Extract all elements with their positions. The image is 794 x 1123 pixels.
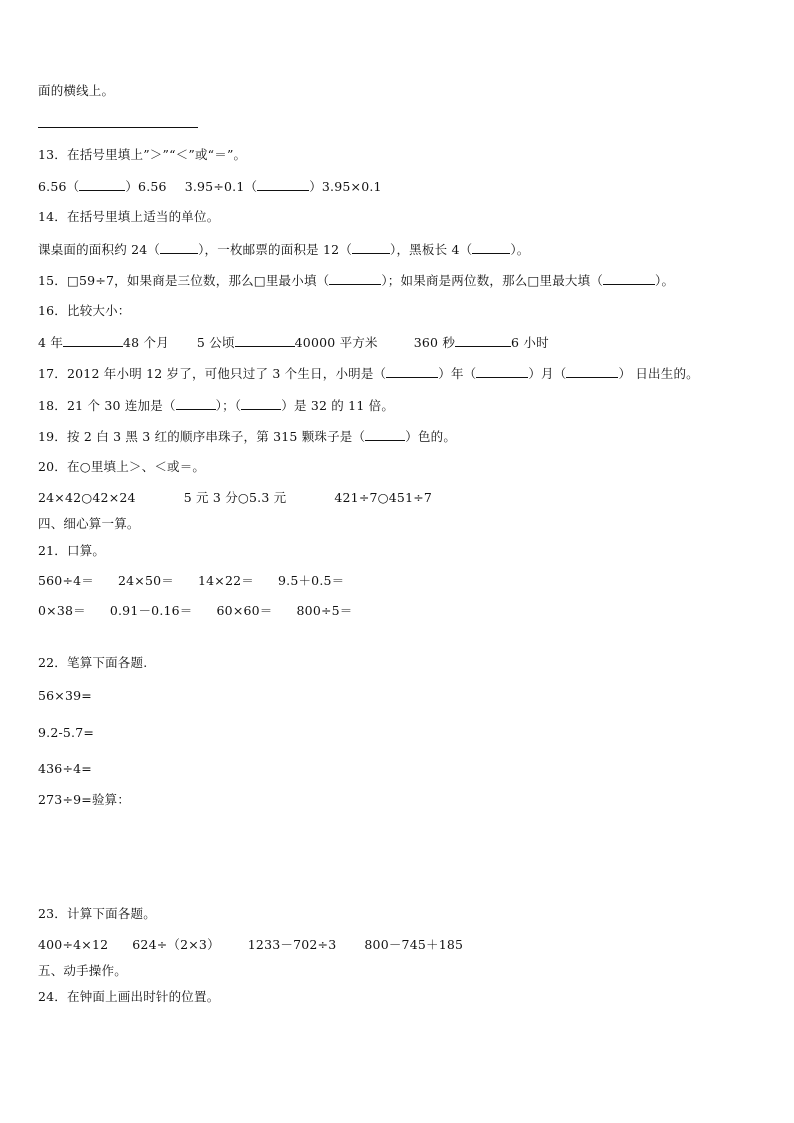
q19-blank-1[interactable] — [365, 428, 405, 441]
q14-items — [38, 241, 529, 258]
written-calc-item: 56×39= — [38, 688, 92, 703]
calc-item: 624÷（2×3） — [132, 937, 220, 952]
oral-calc-item: 0.91－0.16＝ — [109, 603, 193, 618]
q23-title: 23．计算下面各题。 — [38, 906, 156, 921]
q20-item-a: 24×42○42×24 — [38, 490, 136, 505]
written-calc-item: 273÷9=验算： — [38, 792, 131, 807]
q17-part-2: ）年（ — [438, 366, 477, 381]
oral-calc-item: 24×50＝ — [118, 573, 174, 588]
q13-blank-2[interactable] — [257, 178, 309, 191]
q17-part-3: ）月（ — [528, 366, 567, 381]
q18-part-1: 18．21 个 30 连加是（ — [38, 398, 176, 413]
q23-items — [38, 937, 463, 953]
calc-item: 800－745＋185 — [364, 937, 464, 952]
oral-calc-item: 560÷4＝ — [38, 573, 94, 588]
q14-part-2: ），一枚邮票的面积是 12（ — [198, 242, 353, 257]
q22-title: 22．笔算下面各题. — [38, 655, 148, 670]
calc-item: 400÷4×12 — [38, 937, 109, 952]
q16-b-right: 40000 平方米 — [294, 335, 378, 350]
q14-part-1: 课桌面的面积约 24（ — [38, 242, 161, 257]
q15-blank-2[interactable] — [603, 272, 655, 285]
question-12-tail: 面的横线上。 — [38, 83, 115, 98]
q15-part-3: ）。 — [655, 273, 675, 288]
oral-calc-item: 0×38＝ — [38, 603, 86, 618]
q16-blank-1[interactable] — [63, 334, 123, 347]
q17-part-1: 17．2012 年小明 12 岁了，可他只过了 3 个生日，小明是（ — [38, 366, 387, 381]
oral-calc-item: 800÷5＝ — [296, 603, 353, 618]
q14-blank-3[interactable] — [472, 241, 510, 254]
q13-title: 13．在括号里填上”＞”“＜”或“＝”。 — [38, 147, 247, 162]
q15-part-2: ）；如果商是两位数，那么□里最大填（ — [381, 273, 604, 288]
q13-blank-1[interactable] — [79, 178, 125, 191]
written-calc-item: 436÷4= — [38, 761, 92, 776]
oral-calc-item: 9.5＋0.5＝ — [278, 573, 345, 588]
q20-item-c: 421÷7○451÷7 — [334, 490, 433, 505]
q15-blank-1[interactable] — [329, 272, 381, 285]
oral-calc-item: 60×60＝ — [216, 603, 273, 618]
q14-title: 14．在括号里填上适当的单位。 — [38, 209, 220, 224]
q17-blank-2[interactable] — [476, 365, 528, 378]
q13-a-left: 6.56（ — [38, 179, 80, 194]
q16-b-left: 5 公顷 — [196, 335, 235, 350]
q13-b-right: ）3.95×0.1 — [309, 179, 382, 194]
q18-part-2: ）；（ — [215, 398, 242, 413]
q19-question — [38, 428, 456, 445]
q18-blank-2[interactable] — [241, 397, 281, 410]
q21-row-1 — [38, 573, 344, 589]
written-calc-item: 9.2-5.7= — [38, 725, 95, 740]
q20-items — [38, 490, 432, 506]
q14-part-4: ）。 — [510, 242, 530, 257]
q16-c-left: 360 秒 — [413, 335, 456, 350]
q17-question — [38, 365, 699, 382]
q17-part-4: ） 日出生的。 — [618, 366, 699, 381]
q24-title: 24．在钟面上画出时针的位置。 — [38, 989, 220, 1004]
q21-row-2 — [38, 603, 353, 619]
q13-a-right: ）6.56 — [125, 179, 167, 194]
q14-blank-1[interactable] — [160, 241, 198, 254]
q14-blank-2[interactable] — [352, 241, 390, 254]
q15-question — [38, 272, 674, 289]
q16-title: 16．比较大小： — [38, 303, 131, 318]
answer-line — [38, 127, 198, 128]
calc-item: 1233－702÷3 — [247, 937, 337, 952]
section-5-title: 五、动手操作。 — [38, 963, 127, 978]
q18-blank-1[interactable] — [176, 397, 216, 410]
q18-part-3: ）是 32 的 11 倍。 — [281, 398, 395, 413]
q21-title: 21．口算。 — [38, 543, 106, 558]
q13-items — [38, 178, 382, 195]
q14-part-3: ），黑板长 4（ — [390, 242, 473, 257]
q16-c-right: 6 小时 — [511, 335, 549, 350]
q17-blank-3[interactable] — [566, 365, 618, 378]
q15-part-1: 15．□59÷7，如果商是三位数，那么□里最小填（ — [38, 273, 330, 288]
q18-question — [38, 397, 394, 414]
q13-b-left: 3.95÷0.1（ — [184, 179, 258, 194]
q17-blank-1[interactable] — [386, 365, 438, 378]
q16-blank-3[interactable] — [455, 334, 511, 347]
q16-a-right: 48 个月 — [123, 335, 169, 350]
q16-items — [38, 334, 549, 351]
q20-title: 20．在○里填上＞、＜或＝。 — [38, 459, 206, 474]
q16-a-left: 4 年 — [38, 335, 64, 350]
q16-blank-2[interactable] — [235, 334, 295, 347]
section-4-title: 四、细心算一算。 — [38, 516, 140, 531]
oral-calc-item: 14×22＝ — [198, 573, 254, 588]
q19-part-2: ）色的。 — [405, 429, 457, 444]
q19-part-1: 19．按 2 白 3 黑 3 红的顺序串珠子，第 315 颗珠子是（ — [38, 429, 366, 444]
q20-item-b: 5 元 3 分○5.3 元 — [183, 490, 287, 505]
